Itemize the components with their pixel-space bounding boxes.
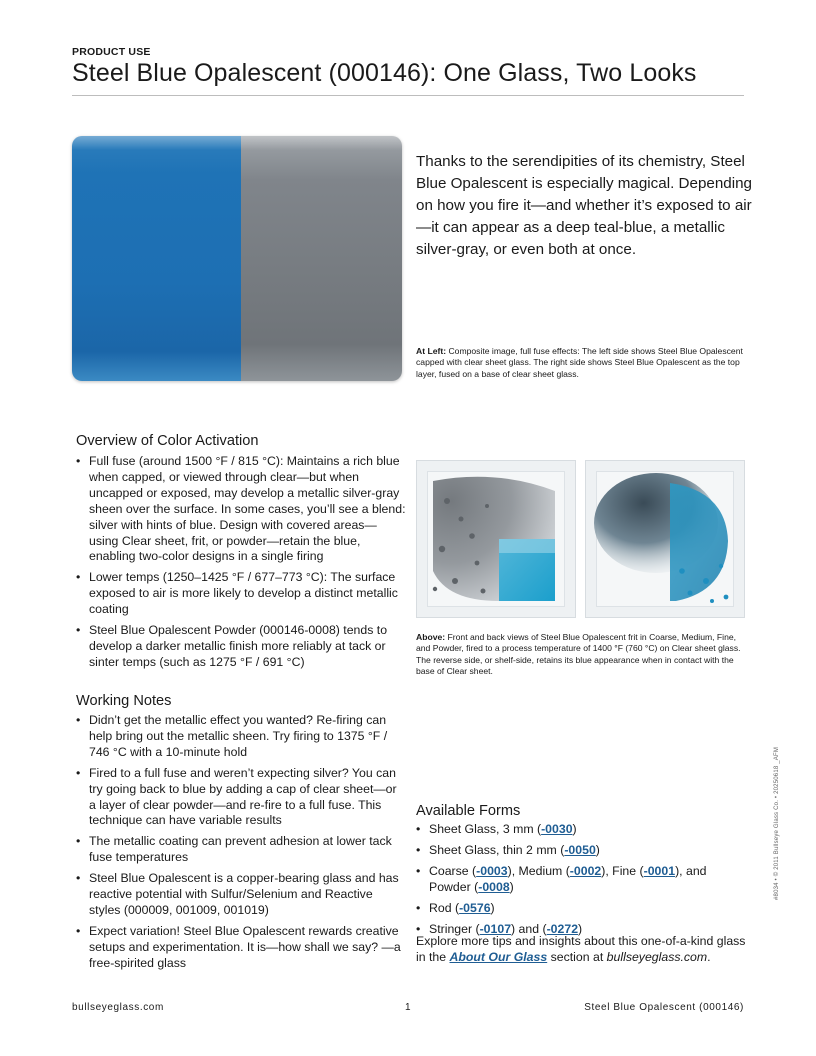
caption-above [416, 632, 746, 678]
site-url: bullseyeglass.com [606, 949, 708, 964]
caption-left-lead: At Left: [416, 346, 447, 356]
frit-front-view-image [416, 460, 576, 618]
form-label: Sheet Glass, 3 mm ( [429, 822, 542, 836]
code-link-0107[interactable]: -0107 [479, 921, 512, 936]
list-item: • Steel Blue Opalescent is a copper-bearing glass and has reactive potential with Sulfur/Selenium and Reactive styles (000009, 001009, 001019) [76, 871, 406, 919]
list-item: • Full fuse (around 1500 °F / 815 °C): Maintains a rich blue when capped, or viewed through clear—but when uncapped or exposed, may develop a metallic silver-gray sheen over the surface. In some cases, you’ll see a blend: silver with hints of blue. Design with covered areas—using Clear sheet, frit, or powder—retain the blue, enabling two-color designs in a single firing [76, 454, 406, 565]
composite-slab-image [72, 136, 402, 381]
form-end: ) [509, 879, 514, 894]
form-rod [416, 901, 746, 917]
explore-more-paragraph [416, 934, 746, 966]
form-label: ), Medium ( [507, 863, 570, 878]
form-label: Stringer ( [429, 921, 480, 936]
explore-text: Explore more tips and insights about this one-of-a-kind glass in the [416, 934, 746, 964]
form-label: Sheet Glass, thin 2 mm ( [429, 842, 565, 857]
code-link-0272[interactable]: -0272 [546, 921, 579, 936]
form-sheet-3mm [416, 822, 746, 838]
form-end: ) [490, 900, 495, 915]
available-forms-list [416, 822, 746, 942]
caption-above-text: Front and back views of Steel Blue Opalescent frit in Coarse, Medium, Fine, and Powder, fired to a process temperature of 1400 °F (760 °C) on Clear sheet glass. The reverse side, or shelf-side, retains its blue appearance when in contact with the base of Clear sheet. [416, 632, 741, 677]
overview-list [76, 454, 406, 676]
overview-heading: Overview of Color Activation [76, 433, 259, 449]
capped-blue-half [72, 136, 241, 381]
back-frit-drawing [586, 461, 745, 618]
list-item: • Didn’t get the metallic effect you wanted? Re-firing can help bring out the metallic sheen. Try firing to 1375 °F / 746 °C with a 10-minute hold [76, 713, 406, 761]
working-notes-list [76, 713, 406, 977]
form-end: ) [572, 822, 577, 836]
caption-above-lead: Above: [416, 632, 446, 642]
code-link-0008[interactable]: -0008 [478, 879, 510, 894]
form-label: ), and Powder ( [429, 863, 707, 894]
form-label: ) and ( [511, 921, 547, 936]
footer-product-name: Steel Blue Opalescent (000146) [584, 1002, 744, 1013]
list-item: • The metallic coating can prevent adhesion at lower tack fuse temperatures [76, 834, 406, 866]
form-label: ), Fine ( [601, 863, 644, 878]
code-link-0001[interactable]: -0001 [643, 863, 676, 878]
caption-left [416, 346, 746, 380]
frit-back-view-image [585, 460, 745, 618]
list-item: • Steel Blue Opalescent Powder (000146-0008) tends to develop a darker metallic finish more reliably at tack or sinter temps (such as 1275 °F / 691 °C) [76, 623, 406, 671]
product-use-kicker: PRODUCT USE [72, 46, 151, 58]
form-end: ) [578, 921, 583, 936]
list-item: • Fired to a full fuse and weren’t expecting silver? You can try going back to blue by adding a cap of clear sheet—or a layer of clear powder—and re-fire to a full fuse. This technique can have variable results [76, 766, 406, 830]
form-sheet-thin [416, 843, 746, 859]
caption-left-text: Composite image, full fuse effects: The left side shows Steel Blue Opalescent capped with clear sheet glass. The right side shows Steel Blue Opalescent as the top layer, fused on a base of clear sheet glass. [416, 346, 743, 379]
list-item: • Lower temps (1250–1425 °F / 677–773 °C): The surface exposed to air is more likely to develop a distinct metallic coating [76, 570, 406, 618]
available-forms-heading: Available Forms [416, 803, 521, 819]
code-link-0050[interactable]: -0050 [564, 842, 596, 857]
intro-paragraph: Thanks to the serendipities of its chemistry, Steel Blue Opalescent is especially magical. Depending on how you fire it—and whether it’s exposed to air—it can appear as a deep teal-blue, a metallic silver-gray, or even both at once. [416, 153, 753, 258]
title-rule [72, 95, 744, 96]
explore-text: section at [547, 949, 607, 964]
code-link-0002[interactable]: -0002 [569, 863, 602, 878]
document-code-note: #8034 • © 2011 Bullseye Glass Co. • 20250618 _AFM [774, 746, 780, 900]
explore-text: . [707, 949, 711, 964]
uncapped-silver-half [241, 136, 402, 381]
form-frit [416, 864, 746, 896]
footer-page-number: 1 [405, 1002, 411, 1013]
about-our-glass-link[interactable]: About Our Glass [449, 949, 548, 964]
front-frit-drawing [417, 461, 576, 618]
code-link-0030[interactable]: -0030 [541, 822, 573, 836]
slab-edge-highlight [72, 136, 402, 150]
footer-website: bullseyeglass.com [72, 1002, 164, 1013]
code-link-0003[interactable]: -0003 [476, 863, 508, 878]
form-label: Coarse ( [429, 863, 477, 878]
form-label: Rod ( [429, 900, 460, 915]
form-end: ) [595, 842, 600, 857]
list-item: • Expect variation! Steel Blue Opalescent rewards creative setups and experimentation. It is—how shall we say? —a free-spirited glass [76, 924, 406, 972]
code-link-0576[interactable]: -0576 [459, 900, 491, 915]
working-notes-heading: Working Notes [76, 693, 172, 709]
page-title: Steel Blue Opalescent (000146): One Glass, Two Looks [72, 59, 697, 87]
